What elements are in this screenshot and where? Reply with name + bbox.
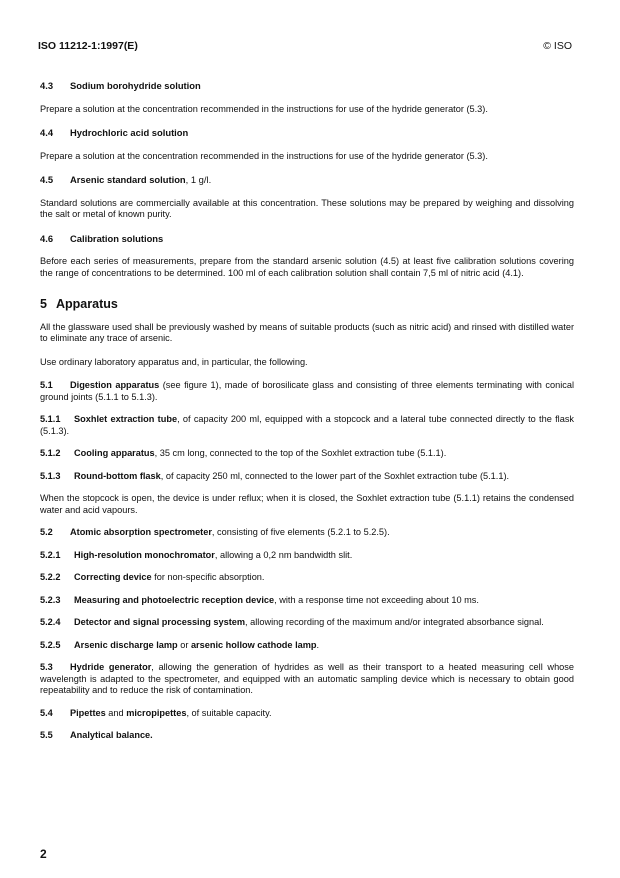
document-body [40,80,574,753]
section-4-5-heading: 4.5 Arsenic standard solution, 1 g/l. [40,174,212,185]
stopcock-note: When the stopcock is open, the device is under reflux; when it is closed, the Soxhlet extraction tube (5.1.1) retains the condensed water and acid vapours. [40,493,574,515]
section-5-3: 5.3 Hydride generator, allowing the generation of hydrides as well as their transport to a heated measuring cell whose wavelength is adapted to the spectrometer, and equipped with an automatic sampling device which is necessary to obtain good repeatability and to reduce the risk of contamination. [40,662,574,695]
section-4-6-heading: 4.6 Calibration solutions [40,232,164,244]
section-5-2: 5.2 Atomic absorption spectrometer, consisting of five elements (5.2.1 to 5.2.5). [40,527,390,537]
section-4-5-text: Standard solutions are commercially available at this concentration. These solutions may be prepared by weighing and dissolving the salt or metal of known purity. [40,197,574,219]
section-5-1: 5.1 Digestion apparatus (see figure 1), made of borosilicate glass and consisting of three elements terminating with conical ground joints (5.1.1 to 5.1.3). [40,380,574,402]
section-4-6-text: Before each series of measurements, prepare from the standard arsenic solution (4.5) at least five calibration solutions covering the range of concentrations to be determined. 100 ml of each calibration solution shall contain 7,5 ml of nitric acid (4.1). [40,256,574,278]
section-5-intro: All the glassware used shall be previously washed by means of suitable products (such as nitric acid) and rinsed with distilled water to eliminate any trace of arsenic. [40,321,574,343]
section-5-1-1: 5.1.1 Soxhlet extraction tube, of capacity 200 ml, equipped with a stopcock and a lateral tube connected directly to the flask (5.1.3). [40,414,575,436]
section-5-heading: 5 Apparatus [40,297,118,311]
section-5-2-3: 5.2.3 Measuring and photoelectric reception device, with a response time not exceeding about 10 ms. [40,594,479,605]
section-5-2-4: 5.2.4 Detector and signal processing system, allowing recording of the maximum and/or integrated absorbance signal. [40,617,544,627]
section-5-4: 5.4 Pipettes and micropipettes, of suitable capacity. [40,707,272,718]
section-4-4-heading: 4.4 Hydrochloric acid solution [40,127,189,138]
copyright-mark: © ISO [543,40,572,52]
section-4-3-text: Prepare a solution at the concentration recommended in the instructions for use of the hydride generator (5.3). [40,103,488,114]
section-5-2-2: 5.2.2 Correcting device for non-specific absorption. [40,572,265,582]
section-5-1-3: 5.1.3 Round-bottom flask, of capacity 250 ml, connected to the lower part of the Soxhlet extraction tube (5.1.1). [40,470,510,481]
section-5-note: Use ordinary laboratory apparatus and, in particular, the following. [40,356,308,367]
section-5-1-2: 5.1.2 Cooling apparatus, 35 cm long, connected to the top of the Soxhlet extraction tube (5.1.1). [40,448,447,458]
section-5-5: 5.5 Analytical balance. [40,730,153,740]
section-5-2-1: 5.2.1 High-resolution monochromator, allowing a 0,2 nm bandwidth slit. [40,549,353,560]
standard-identifier: ISO 11212-1:1997(E) [38,40,138,52]
section-4-3-heading: 4.3 Sodium borohydride solution [40,80,201,91]
section-5-2-5: 5.2.5 Arsenic discharge lamp or arsenic hollow cathode lamp. [40,639,320,650]
section-4-4-text: Prepare a solution at the concentration recommended in the instructions for use of the hydride generator (5.3). [40,150,488,161]
page-number: 2 [40,847,47,861]
